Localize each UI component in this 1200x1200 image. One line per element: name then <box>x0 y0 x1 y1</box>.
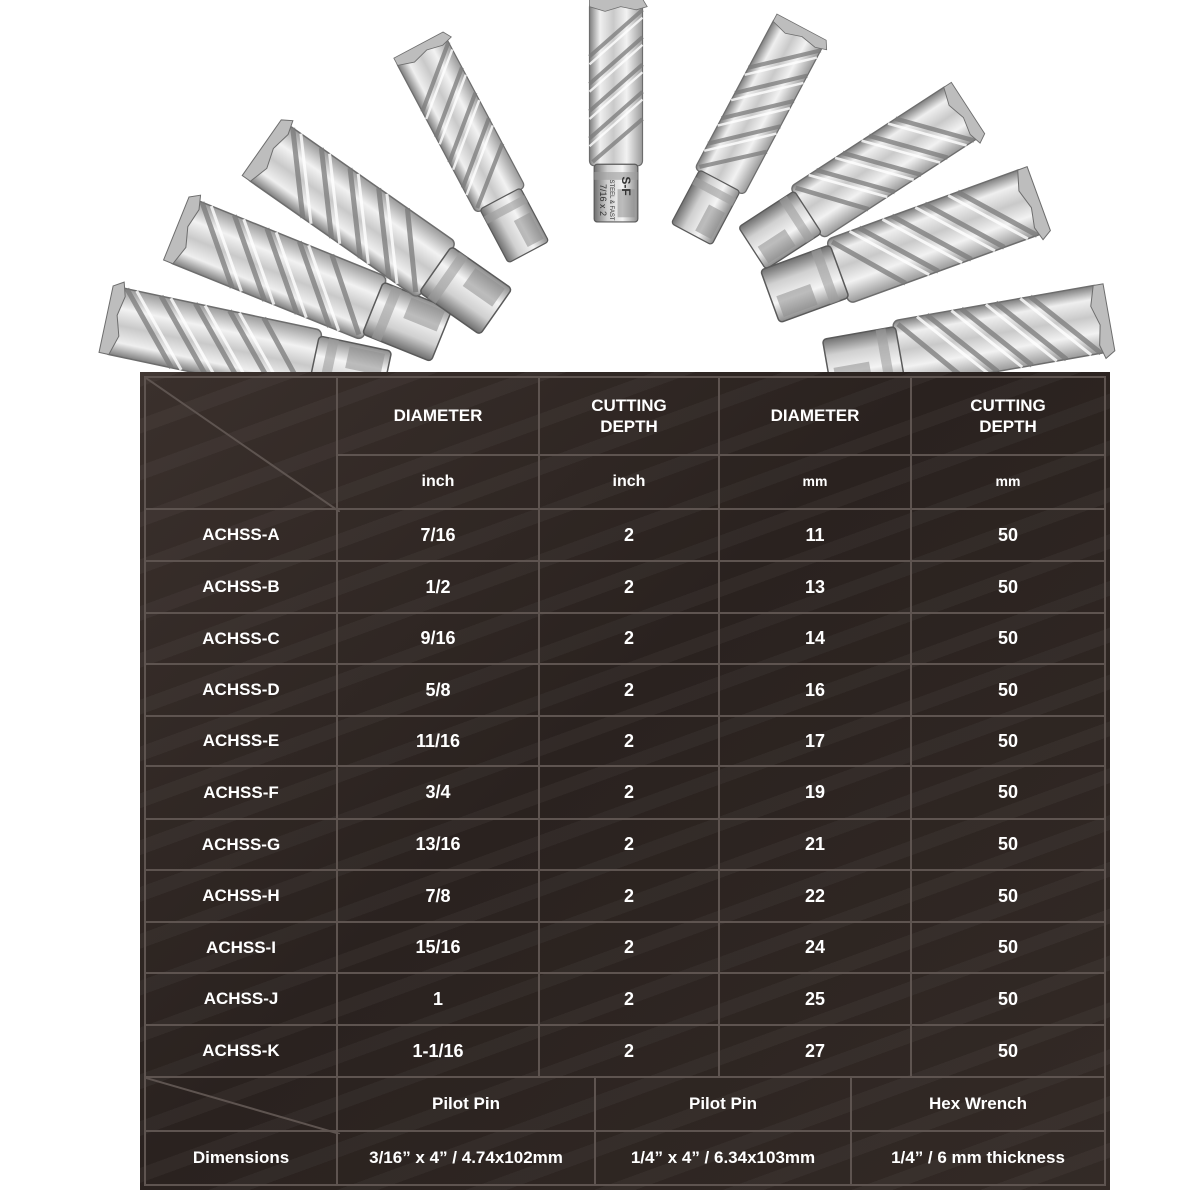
row-model: ACHSS-D <box>144 663 338 717</box>
row-depth-inch: 2 <box>538 1024 720 1078</box>
row-diameter-inch: 15/16 <box>336 921 540 974</box>
row-depth-mm: 50 <box>910 508 1106 562</box>
row-model: ACHSS-E <box>144 715 338 767</box>
row-model: ACHSS-B <box>144 560 338 614</box>
row-diameter-inch: 1 <box>336 972 540 1026</box>
row-depth-inch: 2 <box>538 921 720 974</box>
spec-table <box>140 372 1110 1190</box>
row-depth-mm: 50 <box>910 663 1106 717</box>
accessory-dim-hex-wrench: 1/4” / 6 mm thickness <box>850 1130 1106 1186</box>
row-depth-inch: 2 <box>538 765 720 820</box>
row-diameter-inch: 9/16 <box>336 612 540 665</box>
row-model: ACHSS-A <box>144 508 338 562</box>
row-model: ACHSS-K <box>144 1024 338 1078</box>
unit-mm-1: mm <box>718 454 912 510</box>
row-diameter-mm: 22 <box>718 869 912 923</box>
row-depth-inch: 2 <box>538 869 720 923</box>
row-depth-mm: 50 <box>910 1024 1106 1078</box>
header-diameter-inch: DIAMETER <box>336 376 540 456</box>
row-model: ACHSS-H <box>144 869 338 923</box>
row-diameter-mm: 24 <box>718 921 912 974</box>
row-diameter-mm: 13 <box>718 560 912 614</box>
row-depth-inch: 2 <box>538 612 720 665</box>
shank-brand-text: STEEL & FAST <box>608 179 614 221</box>
row-depth-mm: 50 <box>910 765 1106 820</box>
row-diameter-inch: 1-1/16 <box>336 1024 540 1078</box>
row-depth-inch: 2 <box>538 715 720 767</box>
header-corner-cell <box>144 376 338 510</box>
row-depth-inch: 2 <box>538 663 720 717</box>
shank-marking-text: S-F <box>619 176 633 196</box>
row-depth-inch: 2 <box>538 560 720 614</box>
row-depth-mm: 50 <box>910 560 1106 614</box>
row-diameter-mm: 17 <box>718 715 912 767</box>
row-diameter-mm: 16 <box>718 663 912 717</box>
accessories-corner-cell <box>144 1076 338 1132</box>
shank-size-text: 7/16 x 2 <box>598 183 608 217</box>
unit-inch-1: inch <box>336 454 540 510</box>
row-diameter-mm: 11 <box>718 508 912 562</box>
row-diameter-mm: 21 <box>718 818 912 871</box>
accessory-dim-pilot-pin-small: 3/16” x 4” / 4.74x102mm <box>336 1130 596 1186</box>
row-diameter-inch: 7/16 <box>336 508 540 562</box>
row-diameter-inch: 11/16 <box>336 715 540 767</box>
accessory-header-pilot-pin-large: Pilot Pin <box>594 1076 852 1132</box>
accessory-header-hex-wrench: Hex Wrench <box>850 1076 1106 1132</box>
unit-inch-2: inch <box>538 454 720 510</box>
accessory-dim-pilot-pin-large: 1/4” x 4” / 6.34x103mm <box>594 1130 852 1186</box>
row-depth-mm: 50 <box>910 921 1106 974</box>
row-diameter-inch: 5/8 <box>336 663 540 717</box>
row-depth-mm: 50 <box>910 612 1106 665</box>
row-depth-mm: 50 <box>910 972 1106 1026</box>
accessories-row-label: Dimensions <box>144 1130 338 1186</box>
row-depth-inch: 2 <box>538 508 720 562</box>
row-diameter-inch: 1/2 <box>336 560 540 614</box>
row-diameter-mm: 14 <box>718 612 912 665</box>
row-model: ACHSS-G <box>144 818 338 871</box>
row-diameter-inch: 7/8 <box>336 869 540 923</box>
header-diameter-mm: DIAMETER <box>718 376 912 456</box>
row-diameter-inch: 13/16 <box>336 818 540 871</box>
row-diameter-mm: 19 <box>718 765 912 820</box>
row-model: ACHSS-F <box>144 765 338 820</box>
row-depth-mm: 50 <box>910 869 1106 923</box>
row-depth-mm: 50 <box>910 715 1106 767</box>
row-depth-mm: 50 <box>910 818 1106 871</box>
row-model: ACHSS-C <box>144 612 338 665</box>
annular-cutters-image <box>0 0 1200 400</box>
row-diameter-inch: 3/4 <box>336 765 540 820</box>
row-diameter-mm: 27 <box>718 1024 912 1078</box>
header-cutting-depth-mm: CUTTING DEPTH <box>910 376 1106 456</box>
unit-mm-2: mm <box>910 454 1106 510</box>
row-diameter-mm: 25 <box>718 972 912 1026</box>
accessory-header-pilot-pin-small: Pilot Pin <box>336 1076 596 1132</box>
row-model: ACHSS-I <box>144 921 338 974</box>
header-cutting-depth-inch: CUTTING DEPTH <box>538 376 720 456</box>
row-depth-inch: 2 <box>538 818 720 871</box>
row-model: ACHSS-J <box>144 972 338 1026</box>
row-depth-inch: 2 <box>538 972 720 1026</box>
